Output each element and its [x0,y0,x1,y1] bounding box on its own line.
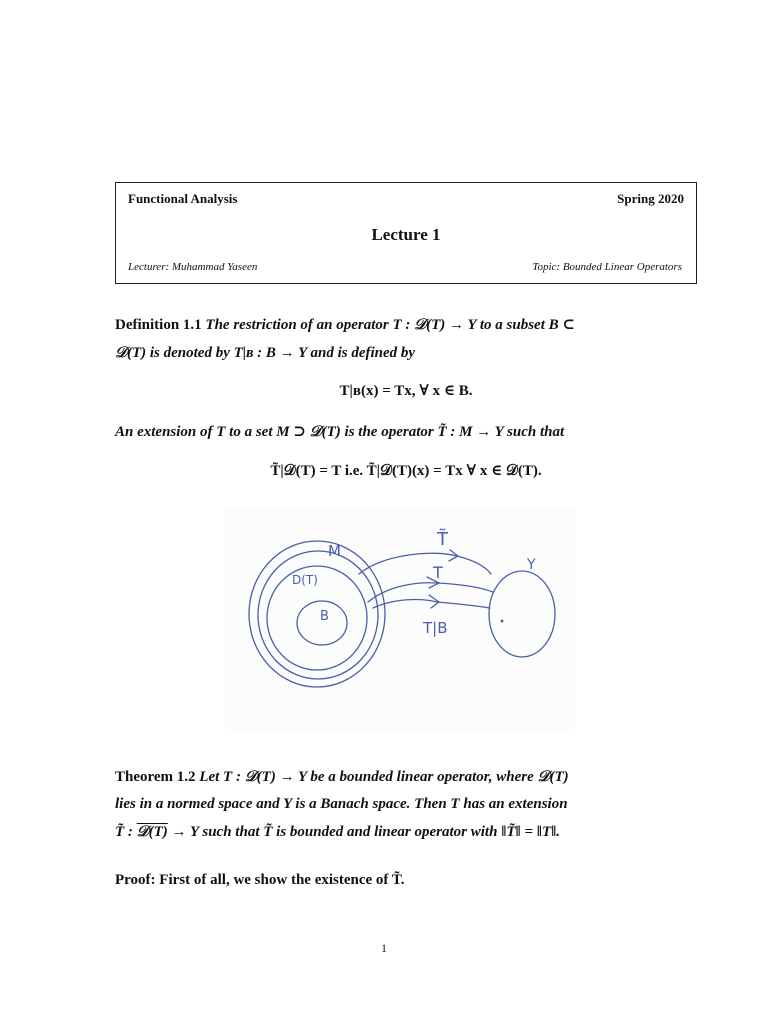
operator-extension-sketch [225,508,575,730]
theorem-label: Theorem 1.2 [115,769,196,785]
definition-line-3: An extension of T to a set M ⊃ 𝒟(T) is the operator T̃ : M → Y such that [115,424,565,440]
label-M: M [328,542,341,560]
arrow-TB [373,600,437,608]
arrow-Ttilde-end [457,556,491,574]
theorem-line-3 [115,822,705,842]
theorem-line-1 [115,767,705,787]
theorem-line-2: lies in a normed space and Y is a Banach space. Then T has an extension [115,796,568,812]
arrow-T [368,583,437,602]
lecture-header-box [115,182,697,284]
proof-line: Proof: First of all, we show the existence of T̃. [115,872,405,888]
definition-line-1 [115,315,705,335]
closure-DT: 𝒟(T) [136,824,168,840]
set-M-inner [258,551,378,679]
definition-text-1: The restriction of an operator T : 𝒟(T) → Y to a subset B ⊂ [205,317,575,333]
sketch-svg [225,508,575,730]
theorem-text-1: Let T : 𝒟(T) → Y be a bounded linear operator, where 𝒟(T) [199,769,569,785]
label-TB: T|B [423,619,448,637]
point-in-Y [501,620,503,622]
theorem-text-3b: → Y such that T̃ is bounded and linear operator with ‖T̃‖ = ‖T‖. [167,824,561,840]
theorem-text-3a: T̃ : [115,824,137,840]
definition-label: Definition 1.1 [115,317,202,333]
arrow-TB-end [437,602,490,608]
lecture-title: Lecture 1 [371,225,441,244]
label-T: T [433,563,443,582]
topic: Topic: Bounded Linear Operators [532,261,682,273]
definition-equation-1: T|ʙ(x) = Tx, ∀ x ∈ B. [339,383,473,399]
definition-equation-2: T̃|𝒟(T) = T i.e. T̃|𝒟(T)(x) = Tx ∀ x ∈ 𝒟(T). [270,463,542,479]
label-B: B [320,609,329,624]
term: Spring 2020 [617,191,684,206]
label-Y: Y [527,557,536,573]
arrow-T-end [437,583,493,592]
page-number: 1 [381,941,387,955]
label-DT: D(T) [292,573,318,587]
set-M-outer [249,541,385,687]
definition-line-2: 𝒟(T) is denoted by T|ʙ : B → Y and is defined by [115,345,416,361]
lecturer: Lecturer: Muhammad Yaseen [128,261,258,273]
label-Ttilde: T̃ [437,529,448,550]
course-title: Functional Analysis [128,191,238,206]
set-Y [489,571,555,657]
